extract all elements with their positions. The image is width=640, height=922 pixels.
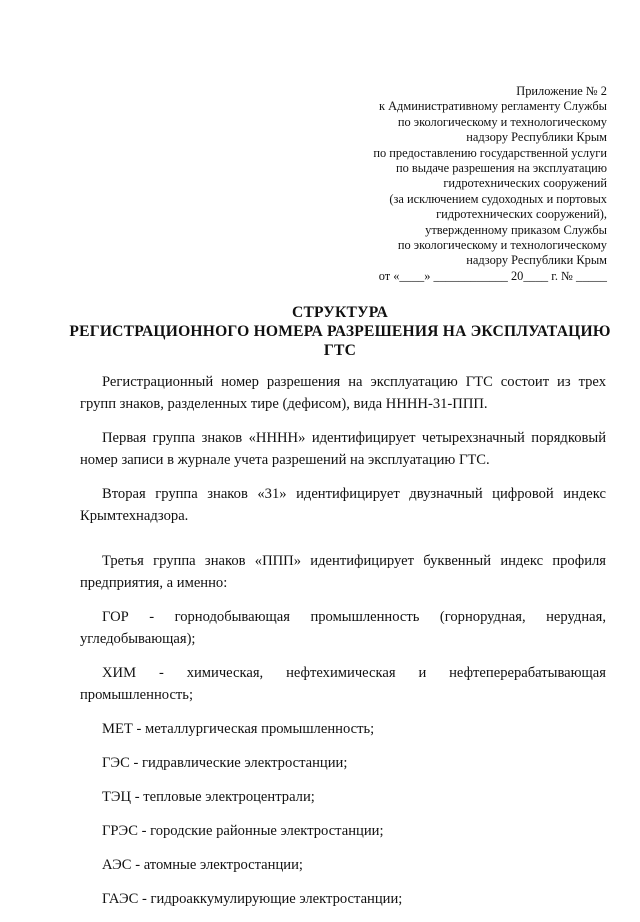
- item-word: (горнорудная,: [439, 609, 526, 625]
- annex-line: по выдаче разрешения на эксплуатацию: [396, 161, 607, 176]
- document-body: [80, 371, 606, 922]
- annex-date-line: от «____» ____________ 20____ г. № _____: [378, 268, 607, 283]
- annex-line: по предоставлению государственной услуги: [373, 145, 607, 160]
- annex-header: [307, 84, 607, 284]
- annex-line: утвержденному приказом Службы: [425, 222, 607, 237]
- annex-line: к Административному регламенту Службы: [378, 99, 607, 114]
- item-word: ГОР: [102, 609, 129, 625]
- list-item-gaes: ГАЭС - гидроаккумулирующие электростанции;: [102, 891, 403, 907]
- title-line-3: ГТС: [323, 342, 357, 359]
- annex-line: Приложение № 2: [516, 84, 607, 98]
- annex-line: (за исключением судоходных и портовых: [389, 191, 607, 206]
- list-item-met: МЕТ - металлургическая промышленность;: [102, 721, 375, 737]
- list-item-line: [80, 662, 606, 684]
- paragraph-second-group: Вторая группа знаков «31» идентифицирует двузначный цифровой индекс Крымтехнадзора.: [80, 486, 606, 524]
- paragraph-first-group: Первая группа знаков «НННН» идентифицирует четырехзначный порядковый номер записи в журнале учета разрешений на эксплуатацию ГТС.: [80, 430, 606, 468]
- title-line-1: СТРУКТУРА: [292, 304, 388, 321]
- annex-line: по экологическому и технологическому: [397, 238, 607, 253]
- item-word: горнодобывающая: [174, 609, 290, 625]
- list-item-continuation: угледобывающая);: [80, 631, 196, 647]
- item-word: нерудная,: [546, 609, 606, 625]
- item-word: химическая,: [186, 665, 264, 681]
- title-line-2: РЕГИСТРАЦИОННОГО НОМЕРА РАЗРЕШЕНИЯ НА ЭКСПЛУАТАЦИЮ: [69, 323, 611, 340]
- list-item-line: [80, 606, 606, 628]
- list-item-tec: ТЭЦ - тепловые электроцентрали;: [102, 789, 315, 805]
- list-item-gor: [80, 606, 606, 650]
- list-item-him: [80, 662, 606, 706]
- item-word: нефтеперерабатывающая: [449, 665, 606, 681]
- item-word: промышленность: [310, 609, 420, 625]
- paragraph-third-group: Третья группа знаков «ППП» идентифицирует буквенный индекс профиля предприятия, а именно:: [80, 553, 606, 591]
- item-word: -: [158, 665, 164, 681]
- list-item-aes: АЭС - атомные электростанции;: [102, 857, 303, 873]
- annex-line: гидротехнических сооружений: [443, 176, 607, 191]
- annex-line: надзору Республики Крым: [466, 130, 607, 145]
- annex-line: по экологическому и технологическому: [397, 114, 607, 129]
- annex-line: надзору Республики Крым: [466, 253, 607, 268]
- item-word: нефтехимическая: [286, 665, 396, 681]
- document-title: [60, 303, 620, 360]
- item-word: и: [418, 665, 427, 681]
- item-word: -: [149, 609, 155, 625]
- paragraph-structure: Регистрационный номер разрешения на эксплуатацию ГТС состоит из трех групп знаков, разделенных тире (дефисом), вида НННН-31-ППП.: [80, 374, 606, 412]
- list-item-ges: ГЭС - гидравлические электростанции;: [102, 755, 348, 771]
- list-item-gres: ГРЭС - городские районные электростанции;: [102, 823, 384, 839]
- list-item-continuation: промышленность;: [80, 687, 194, 703]
- item-word: ХИМ: [102, 665, 137, 681]
- annex-line: гидротехнических сооружений),: [436, 207, 607, 222]
